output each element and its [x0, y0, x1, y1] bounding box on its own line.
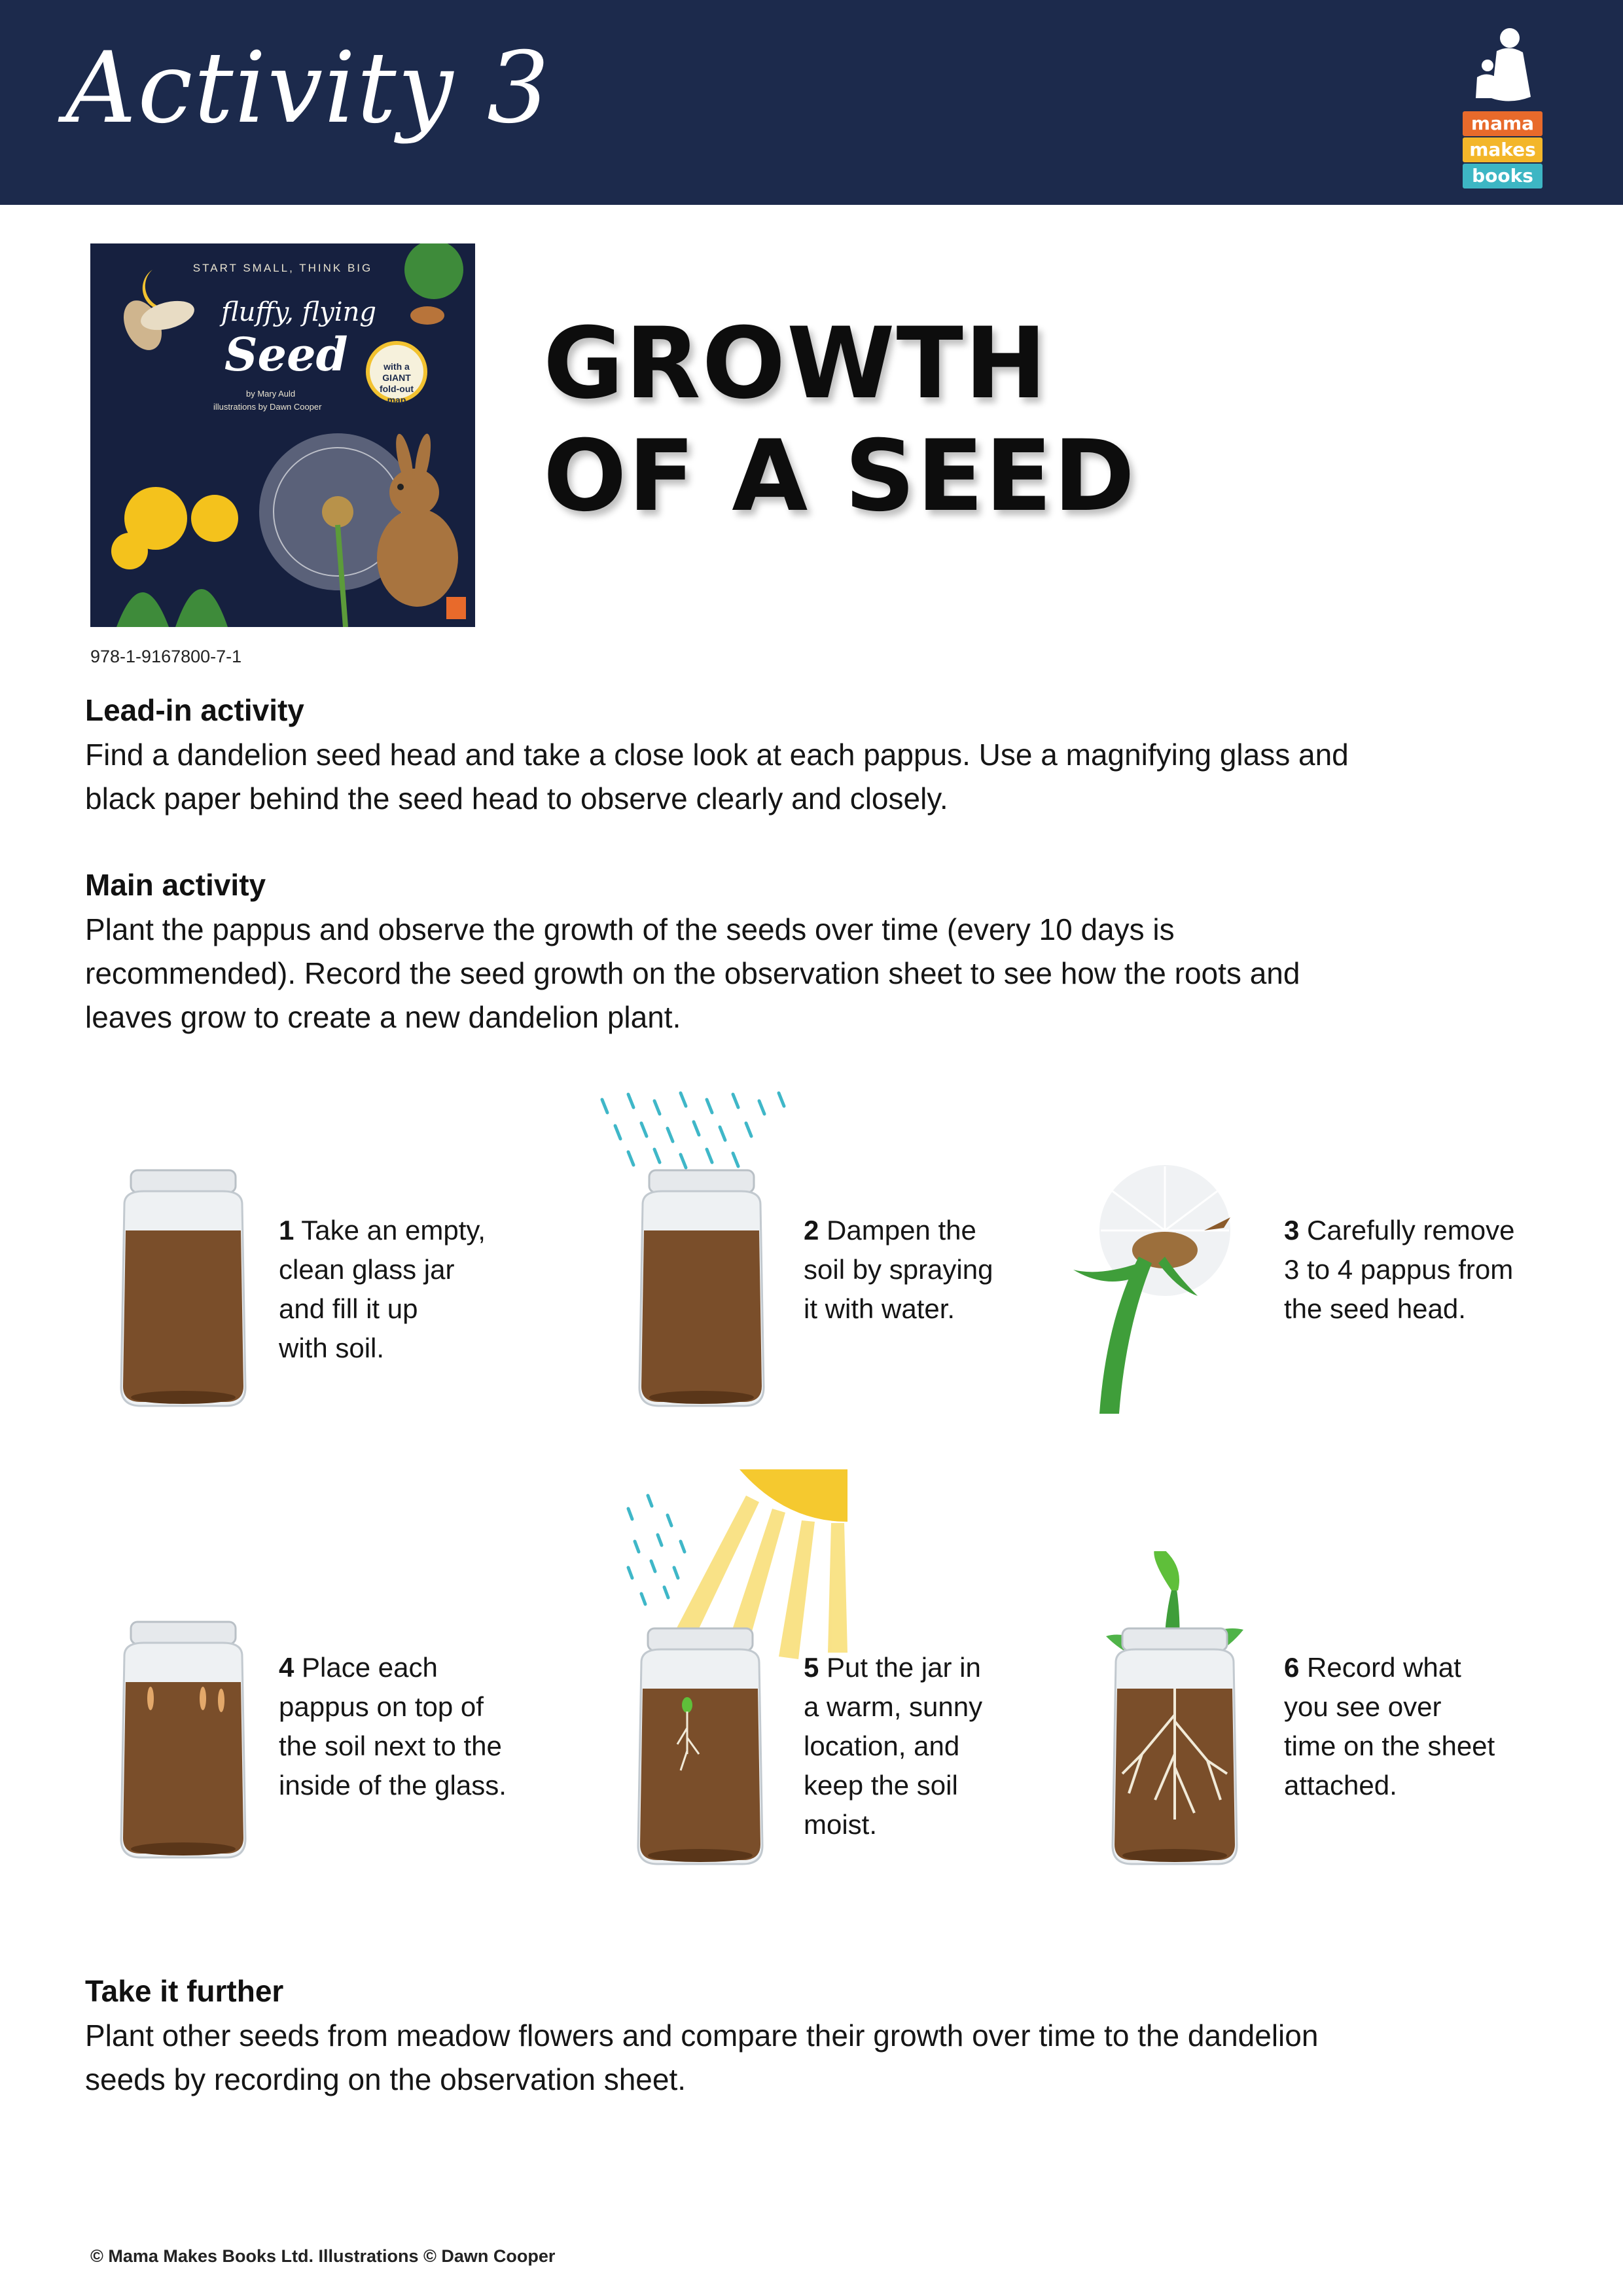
step-number: 1 [279, 1215, 294, 1246]
logo-word-makes: makes [1463, 137, 1543, 162]
step-line: attached. [1284, 1770, 1397, 1801]
logo-word-books: books [1463, 164, 1543, 188]
main-activity-body [85, 908, 1558, 1039]
step-5-text [804, 1648, 982, 1844]
step-line: the seed head. [1284, 1293, 1466, 1324]
step-line: inside of the glass. [279, 1770, 507, 1801]
step-line: location, and [804, 1731, 960, 1761]
step-1-text [279, 1211, 486, 1368]
cover-illustrator: illustrations by Dawn Cooper [213, 402, 322, 412]
reading-figure-icon [1463, 25, 1541, 110]
step-line [804, 1211, 993, 1250]
step-line: 3 to 4 pappus from [1284, 1254, 1514, 1285]
cover-badge-line: map [387, 395, 406, 405]
book-cover [90, 243, 475, 627]
main-activity-line: Plant the pappus and observe the growth of the seeds over time (every 10 days is [85, 912, 1175, 946]
cover-badge [370, 361, 423, 406]
main-activity-line: leaves grow to create a new dandelion plant. [85, 1000, 681, 1034]
main-activity-line: recommended). Record the seed growth on the observation sheet to see how the roots and [85, 956, 1300, 990]
step-line: it with water. [804, 1293, 955, 1324]
main-activity-heading: Main activity [85, 868, 266, 902]
lead-in-body [85, 733, 1558, 821]
further-line: Plant other seeds from meadow flowers and compare their growth over time to the dandelion [85, 2018, 1319, 2053]
jar-with-pappus-illustration [105, 1617, 262, 1865]
logo-word-mama: mama [1463, 111, 1543, 136]
cover-badge-line: with a [383, 361, 410, 372]
step-line-text: Record what [1299, 1652, 1461, 1683]
step-number: 4 [279, 1652, 294, 1683]
step-line: you see over [1284, 1691, 1442, 1722]
copyright-footer: © Mama Makes Books Ltd. Illustrations © Dawn Cooper [90, 2246, 556, 2266]
cover-title-line-2: Seed [224, 327, 348, 382]
page-title-line-2: OF A SEED [543, 420, 1136, 533]
lead-in-line: Find a dandelion seed head and take a close look at each pappus. Use a magnifying glass and [85, 738, 1349, 772]
step-2-text [804, 1211, 993, 1329]
step-line: time on the sheet [1284, 1731, 1495, 1761]
step-4-text [279, 1648, 507, 1805]
jar-with-soil-illustration [105, 1165, 262, 1414]
further-body [85, 2014, 1558, 2102]
step-line [279, 1648, 507, 1687]
cover-tagline: START SMALL, THINK BIG [192, 262, 373, 274]
publisher-logo [1456, 25, 1548, 188]
dandelion-seed-head-illustration [1060, 1158, 1270, 1414]
step-number: 2 [804, 1215, 819, 1246]
watering-jar-illustration [589, 1086, 798, 1414]
step-number: 5 [804, 1652, 819, 1683]
step-line: and fill it up [279, 1293, 418, 1324]
step-line-text: Put the jar in [819, 1652, 981, 1683]
step-number: 3 [1284, 1215, 1300, 1246]
further-line: seeds by recording on the observation sheet. [85, 2062, 687, 2096]
step-6-text [1284, 1648, 1495, 1805]
lead-in-line: black paper behind the seed head to observe clearly and closely. [85, 781, 948, 816]
step-line-text: Carefully remove [1299, 1215, 1515, 1246]
step-line: pappus on top of [279, 1691, 484, 1722]
step-line: a warm, sunny [804, 1691, 983, 1722]
step-number: 6 [1284, 1652, 1300, 1683]
step-line: with soil. [279, 1333, 385, 1363]
header-bar [0, 0, 1623, 205]
step-line: soil by spraying [804, 1254, 993, 1285]
page-title [543, 308, 1136, 533]
step-line [279, 1211, 486, 1250]
page-title-line-1: GROWTH [543, 307, 1048, 421]
step-line-text: Dampen the [819, 1215, 976, 1246]
lead-in-heading: Lead-in activity [85, 693, 304, 727]
activity-title: Activity 3 [65, 31, 551, 145]
isbn: 978-1-9167800-7-1 [90, 647, 242, 666]
step-line [804, 1648, 982, 1687]
cover-author: by Mary Auld [246, 389, 296, 399]
step-line: keep the soil [804, 1770, 958, 1801]
step-line-text: Take an empty, [294, 1215, 486, 1246]
step-line: moist. [804, 1809, 878, 1840]
step-line: clean glass jar [279, 1254, 455, 1285]
step-line: the soil next to the [279, 1731, 502, 1761]
step-line-text: Place each [294, 1652, 438, 1683]
cover-badge-line: GIANT [382, 372, 411, 383]
cover-title-line-1: fluffy, flying [221, 297, 376, 327]
step-line [1284, 1648, 1495, 1687]
cover-badge-line: fold-out [379, 384, 414, 394]
further-heading: Take it further [85, 1974, 284, 2008]
step-3-text [1284, 1211, 1514, 1329]
grown-plant-jar-illustration [1086, 1551, 1263, 1872]
step-line [1284, 1211, 1514, 1250]
